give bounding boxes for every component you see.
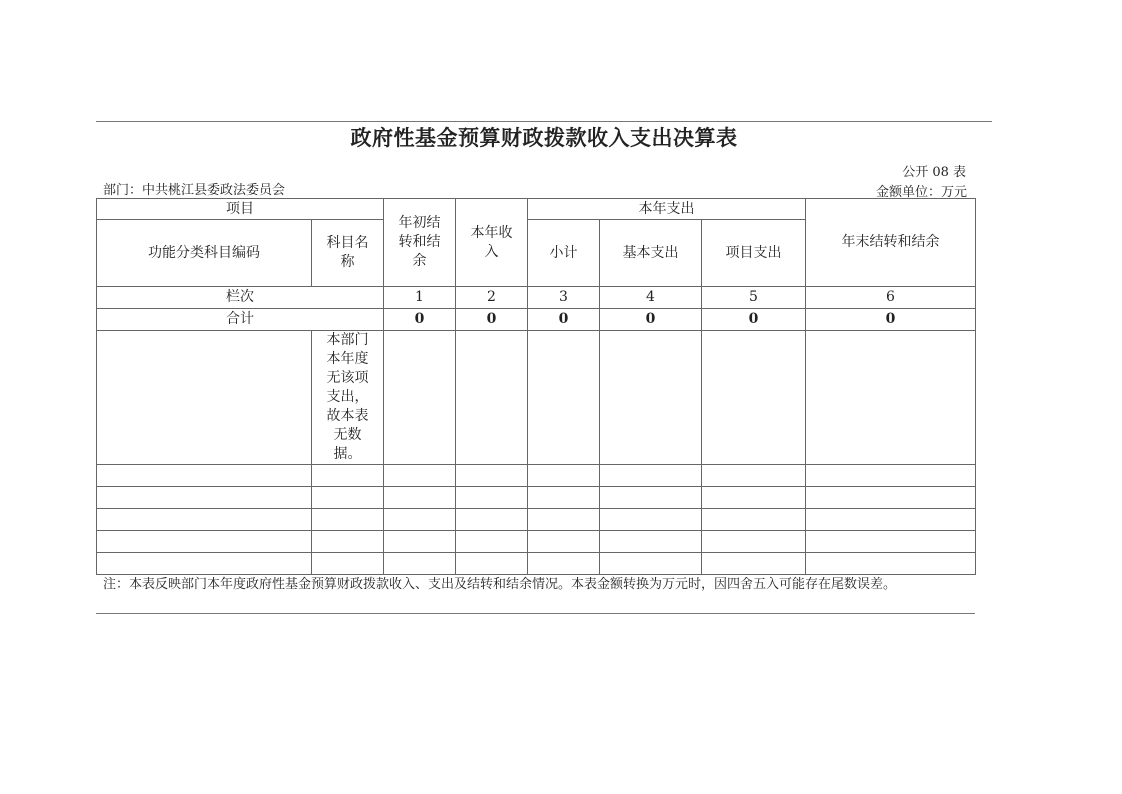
header-project-expense: 项目支出	[702, 220, 806, 287]
column-number: 3	[528, 287, 600, 309]
column-number: 4	[600, 287, 702, 309]
table-cell	[702, 331, 806, 465]
header-end-balance: 年末结转和结余	[806, 199, 976, 287]
column-number: 2	[456, 287, 528, 309]
total-value: 0	[528, 309, 600, 331]
no-data-notice: 本部门本年度无该项支出，故本表无数据。	[312, 331, 384, 465]
department-label: 部门：中共桃江县委政法委员会	[103, 183, 286, 198]
budget-table	[96, 198, 976, 575]
total-value: 0	[702, 309, 806, 331]
header-basic: 基本支出	[600, 220, 702, 287]
table-row	[97, 465, 976, 487]
total-value: 0	[806, 309, 976, 331]
header-subtotal: 小计	[528, 220, 600, 287]
table-row	[97, 509, 976, 531]
table-cell	[600, 331, 702, 465]
table-row	[97, 531, 976, 553]
table-row	[97, 487, 976, 509]
bottom-rule	[96, 613, 975, 614]
column-number: 1	[384, 287, 456, 309]
page-title: 政府性基金预算财政拨款收入支出决算表	[350, 125, 738, 150]
table-cell	[528, 331, 600, 465]
total-value: 0	[384, 309, 456, 331]
table-cell	[456, 331, 528, 465]
table-cell	[97, 331, 312, 465]
total-value: 0	[600, 309, 702, 331]
header-begin-balance: 年初结转和结余	[384, 199, 456, 287]
table-cell	[384, 331, 456, 465]
table-cell	[806, 331, 976, 465]
header-subject-name: 科目名称	[312, 220, 384, 287]
amount-unit: 金额单位：万元	[875, 185, 967, 200]
header-project: 项目	[97, 199, 384, 220]
header-func-code: 功能分类科目编码	[97, 220, 312, 287]
column-number-label: 栏次	[97, 287, 384, 309]
header-income: 本年收入	[456, 199, 528, 287]
table-row	[97, 553, 976, 575]
column-number: 5	[702, 287, 806, 309]
total-value: 0	[456, 309, 528, 331]
footnote: 注：本表反映部门本年度政府性基金预算财政拨款收入、支出及结转和结余情况。本表金额转换为万元时，因四舍五入可能存在尾数误差。	[103, 577, 897, 592]
column-number: 6	[806, 287, 976, 309]
header-expense: 本年支出	[528, 199, 806, 220]
total-label: 合计	[97, 309, 384, 331]
form-number: 公开 08 表	[902, 165, 966, 180]
